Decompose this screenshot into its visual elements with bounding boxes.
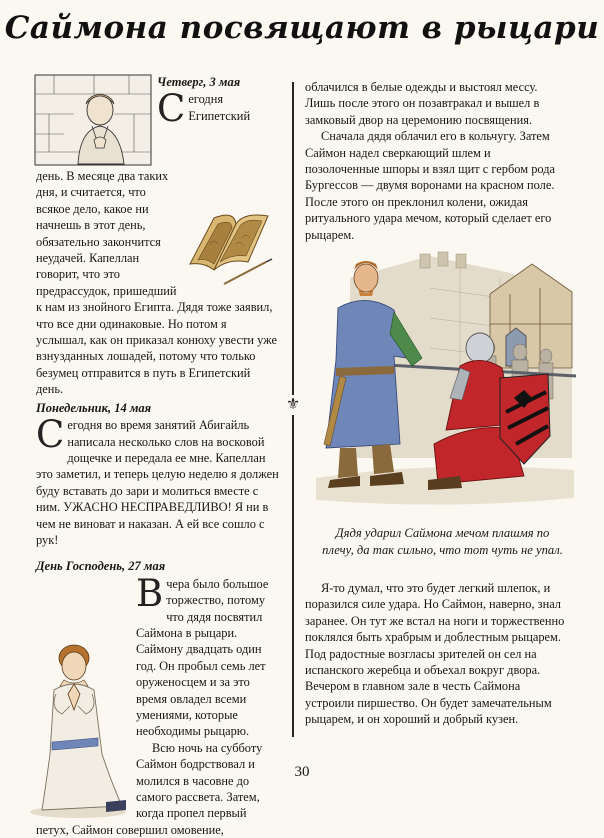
drop-cap: В bbox=[136, 571, 164, 615]
entry-date: Четверг, 3 мая bbox=[157, 75, 241, 89]
paragraph-3: Я-то думал, что это будет легкий шлепок, и поразился силе удара. Но Саймон, наверно, знал заранее. Он тут же встал на ноги и торжественно поклялся быть храбрым и доблестным рыцарем. Под радостные возгласы зрителей он сел на испанского жеребца и объехал вокруг двора. Вечером в главном зале в честь Саймона устроили пиршество. Он будет замечательным рыцарем, и он хороший и добрый кузен. bbox=[305, 581, 565, 727]
page-number: 30 bbox=[294, 764, 310, 780]
drop-cap: С bbox=[157, 87, 186, 131]
wax-tablet-illustration bbox=[184, 204, 284, 290]
entry-body: егодня Египетский день. В месяце два таких дня, и считается, что всякое дело, какое ни начнешь в этот день, обязательно закончится неудачей. Капеллан говорит, что это предрассудок, пришедший к нам из знойного Египта. Дядя тоже заявил, что все дни одинаковые. Но потом я услышал, как он приказал конюху увести уже взнузданных лошадей, потому что только безумец отправится в путь в Египетский день. bbox=[36, 92, 278, 397]
paragraph-1: облачился в белые одежды и выстоял мессу. Лишь после этого он позавтракал и вышел в замковый двор на церемонию посвящения. bbox=[305, 80, 540, 127]
entry-date: День Господень, 27 мая bbox=[36, 559, 166, 574]
drop-cap: С bbox=[36, 413, 65, 457]
simon-kneeling-illustration bbox=[22, 634, 130, 820]
entry-text bbox=[36, 413, 280, 548]
diary-entry-3 bbox=[36, 548, 280, 838]
left-column bbox=[36, 74, 280, 838]
fleur-ornament-icon: ⚜ bbox=[283, 395, 303, 415]
knighting-ceremony-illustration bbox=[310, 248, 580, 516]
entry-date: Понедельник, 14 мая bbox=[36, 400, 152, 415]
entry-text-continued: Всю ночь на субботу Саймон бодрствовал и молился в часовне до самого рассвета. Затем, когда пропел первый петух, Саймон совершил омовение, bbox=[36, 740, 263, 837]
illustration-caption: Дядя ударил Саймона мечом плашмя по плечу, да так сильно, что тот чуть не упал. bbox=[322, 526, 563, 557]
entry-body: егодня во время занятий Абигайль написала несколько слов на восковой дощечке и передала ее мне. Капеллан это заметил, и теперь целую неделю я должен буду вставать до зари и молиться вместе с ним. УЖАСНО НЕСПРАВЕДЛИВО! Я ни в чем не виноват и наказан. А ей все сошло с рук! bbox=[36, 418, 279, 547]
right-column bbox=[305, 79, 567, 243]
diary-entry-2 bbox=[36, 398, 280, 549]
boy-praying-illustration bbox=[34, 74, 152, 166]
right-column-bottom bbox=[305, 580, 567, 728]
paragraph-2: Сначала дядя облачил его в кольчугу. Затем Саймон надел сверкающий шлем и позолоченные шпоры и взял щит с гербом рода Бургессов — двумя воронами на красном поле. После этого он преклонил колени, ожидая ритуального удара мечом, который сделает его рыцарем. bbox=[305, 129, 556, 242]
diary-entry-1 bbox=[36, 74, 280, 398]
page-title: Саймона посвящают в рыцари bbox=[4, 10, 600, 46]
entry-body: чера было большое торжество, потому что дядя посвятил Саймона в рыцари. Саймону двадцать один год. Он пробыл семь лет оруженосцем и за это время овладел всеми умениями, которые необходимы рыцарю. bbox=[136, 576, 269, 739]
